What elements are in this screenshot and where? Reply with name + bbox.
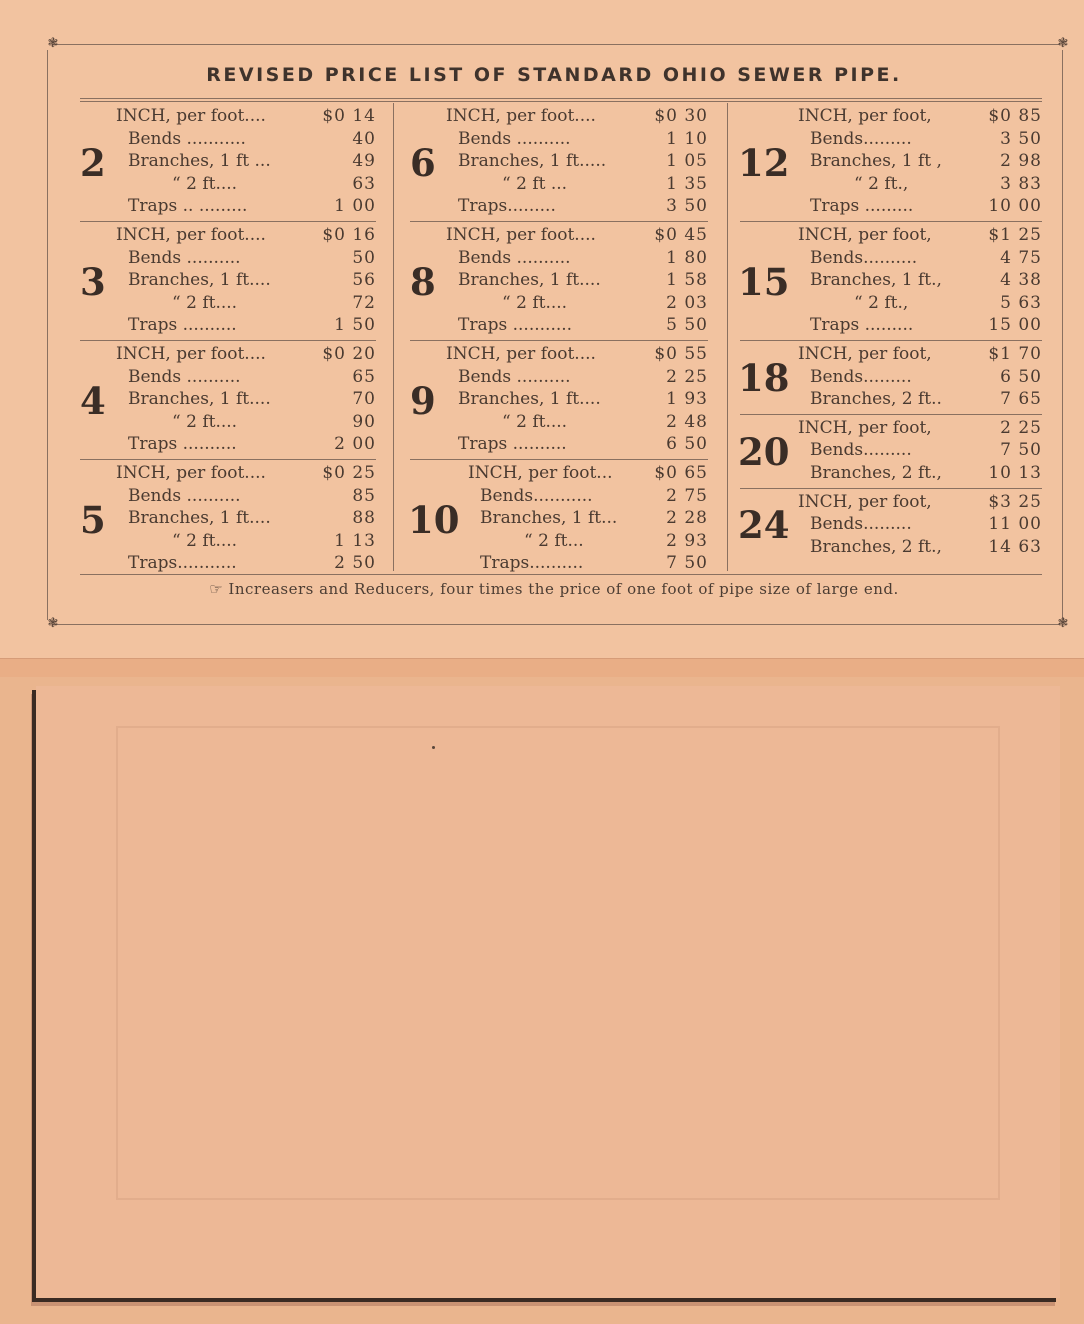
price-item-label: “ 2 ft... xyxy=(524,530,584,551)
block-divider xyxy=(410,459,708,460)
price-item-label: Traps .......... xyxy=(128,434,237,455)
page-title: REVISED PRICE LIST OF STANDARD OHIO SEWER PIPE. xyxy=(206,64,902,86)
price-value: $1 25 xyxy=(988,225,1042,245)
price-row xyxy=(410,388,708,410)
price-item-label: INCH, per foot, xyxy=(798,491,932,512)
price-item-label: Branches, 1 ft.... xyxy=(128,389,271,410)
left-border xyxy=(47,50,48,620)
price-value: 14 63 xyxy=(988,536,1042,557)
fold-seam xyxy=(0,658,1084,677)
price-row xyxy=(410,366,708,388)
block-divider xyxy=(740,488,1042,489)
pipe-size-block xyxy=(740,417,1042,491)
price-row xyxy=(410,314,708,336)
price-value: 40 xyxy=(352,128,376,149)
price-row xyxy=(740,247,1042,269)
price-item-label: Traps ......... xyxy=(810,196,914,217)
price-value: 2 25 xyxy=(1000,417,1042,438)
price-row xyxy=(410,195,708,217)
price-item-label: Bends .......... xyxy=(128,247,241,268)
price-row xyxy=(410,411,708,433)
price-row xyxy=(80,247,376,269)
price-row xyxy=(740,491,1042,513)
price-row xyxy=(80,314,376,336)
price-item-label: Bends.......... xyxy=(810,247,918,268)
price-value: 3 83 xyxy=(1000,173,1042,194)
pipe-size-block xyxy=(740,491,1042,565)
price-row xyxy=(410,224,708,246)
price-row xyxy=(740,343,1042,365)
price-item-label: Branches, 1 ft.... xyxy=(128,508,271,529)
price-item-label: “ 2 ft ... xyxy=(502,173,568,194)
block-divider xyxy=(80,221,376,222)
price-row xyxy=(740,439,1042,461)
pipe-size-block xyxy=(740,105,1042,224)
price-item-label: “ 2 ft., xyxy=(854,173,909,194)
price-value: 1 05 xyxy=(666,151,708,172)
price-item-label: “ 2 ft.... xyxy=(172,173,238,194)
corner-ornament-icon: ❃ xyxy=(1057,36,1069,51)
price-value: 49 xyxy=(352,151,376,172)
price-row xyxy=(80,224,376,246)
price-row xyxy=(80,530,376,552)
top-border xyxy=(52,44,1060,45)
price-row xyxy=(410,507,708,529)
pipe-size-block xyxy=(410,105,708,224)
price-value: 4 38 xyxy=(1000,270,1042,291)
pipe-size-number: 2 xyxy=(80,140,106,185)
bottom-border xyxy=(52,624,1060,625)
price-row xyxy=(80,173,376,195)
block-divider xyxy=(80,340,376,341)
price-row xyxy=(740,462,1042,484)
price-value: 6 50 xyxy=(1000,366,1042,387)
price-row xyxy=(80,388,376,410)
price-row xyxy=(410,343,708,365)
price-value: 2 00 xyxy=(334,434,376,455)
price-item-label: “ 2 ft.... xyxy=(172,530,238,551)
price-row xyxy=(410,433,708,455)
pipe-size-block xyxy=(80,343,376,462)
price-row xyxy=(410,485,708,507)
price-column xyxy=(740,103,1042,573)
price-row xyxy=(410,530,708,552)
price-value: 1 58 xyxy=(666,270,708,291)
price-item-label: Bends .......... xyxy=(128,366,241,387)
price-value: 1 10 xyxy=(666,128,708,149)
column-divider xyxy=(393,103,394,571)
price-value: $0 45 xyxy=(654,225,708,245)
header-rule xyxy=(80,101,1042,102)
price-value: 1 93 xyxy=(666,389,708,410)
price-item-label: Branches, 1 ft.... xyxy=(458,270,601,291)
pipe-size-number: 4 xyxy=(80,378,106,423)
price-value: 5 50 xyxy=(666,315,708,336)
price-item-label: Bends........... xyxy=(480,485,593,506)
price-item-label: Traps......... xyxy=(458,196,556,217)
price-row xyxy=(80,462,376,484)
price-row xyxy=(410,247,708,269)
price-item-label: INCH, per foot, xyxy=(798,344,932,364)
price-value: 2 48 xyxy=(666,411,708,432)
price-item-label: INCH, per foot.... xyxy=(446,344,596,364)
price-value: 70 xyxy=(352,389,376,410)
pipe-size-block xyxy=(80,224,376,343)
back-cover xyxy=(36,686,1060,1298)
price-value: 2 93 xyxy=(666,530,708,551)
price-item-label: Traps .......... xyxy=(128,315,237,336)
price-item-label: Bends......... xyxy=(810,128,912,149)
price-item-label: “ 2 ft.... xyxy=(172,411,238,432)
price-column xyxy=(80,103,376,573)
price-item-label: Bends .......... xyxy=(458,366,571,387)
price-row xyxy=(80,292,376,314)
price-row xyxy=(410,552,708,574)
price-item-label: INCH, per foot, xyxy=(798,417,932,438)
price-item-label: Traps .. ......... xyxy=(128,196,248,217)
price-value: 3 50 xyxy=(666,196,708,217)
price-value: $0 14 xyxy=(322,106,376,126)
price-row xyxy=(80,105,376,127)
price-row xyxy=(740,513,1042,535)
price-value: 10 13 xyxy=(988,462,1042,483)
price-value: 15 00 xyxy=(988,315,1042,336)
price-row xyxy=(80,552,376,574)
price-value: 1 50 xyxy=(334,315,376,336)
price-value: 2 75 xyxy=(666,485,708,506)
price-row xyxy=(740,269,1042,291)
price-item-label: INCH, per foot, xyxy=(798,225,932,245)
price-row xyxy=(80,485,376,507)
price-row xyxy=(80,128,376,150)
corner-ornament-icon: ❃ xyxy=(47,36,59,51)
price-item-label: Branches, 2 ft., xyxy=(810,462,942,483)
price-item-label: Bends......... xyxy=(810,440,912,461)
price-value: $0 16 xyxy=(322,225,376,245)
price-item-label: INCH, per foot.... xyxy=(116,225,266,245)
block-divider xyxy=(410,340,708,341)
price-row xyxy=(410,128,708,150)
price-row xyxy=(740,105,1042,127)
price-value: $0 55 xyxy=(654,344,708,364)
price-row xyxy=(740,292,1042,314)
price-item-label: Branches, 1 ft , xyxy=(810,151,942,172)
price-item-label: “ 2 ft., xyxy=(854,292,909,313)
pipe-size-number: 12 xyxy=(738,140,790,185)
pipe-size-number: 10 xyxy=(408,497,460,542)
price-row xyxy=(80,343,376,365)
pipe-size-number: 8 xyxy=(410,259,436,304)
price-value: 1 80 xyxy=(666,247,708,268)
price-table xyxy=(80,103,1042,573)
price-item-label: Branches, 1 ft... xyxy=(480,508,618,529)
price-item-label: Bends .......... xyxy=(128,485,241,506)
price-item-label: INCH, per foot, xyxy=(798,106,932,126)
back-cover-frame xyxy=(116,726,1000,1200)
price-item-label: Bends .......... xyxy=(458,247,571,268)
price-row xyxy=(410,173,708,195)
corner-ornament-icon: ❃ xyxy=(1057,616,1069,631)
price-item-label: Branches, 1 ft.... xyxy=(458,389,601,410)
block-divider xyxy=(410,221,708,222)
price-row xyxy=(80,411,376,433)
price-item-label: Branches, 1 ft.... xyxy=(128,270,271,291)
price-row xyxy=(410,462,708,484)
price-value: 7 50 xyxy=(1000,440,1042,461)
price-value: 88 xyxy=(352,508,376,529)
pipe-size-number: 24 xyxy=(738,503,790,548)
price-value: $1 70 xyxy=(988,344,1042,364)
block-divider xyxy=(740,414,1042,415)
price-item-label: “ 2 ft.... xyxy=(172,292,238,313)
price-list-card xyxy=(0,0,1084,660)
price-item-label: Traps .......... xyxy=(458,434,567,455)
price-value: 2 50 xyxy=(334,553,376,574)
price-row xyxy=(740,417,1042,439)
price-value: 2 28 xyxy=(666,508,708,529)
price-value: 1 00 xyxy=(334,196,376,217)
price-item-label: Branches, 2 ft.. xyxy=(810,389,942,410)
price-item-label: INCH, per foot.... xyxy=(116,344,266,364)
right-border xyxy=(1062,50,1063,620)
price-item-label: Branches, 1 ft., xyxy=(810,270,942,291)
price-value: 5 63 xyxy=(1000,292,1042,313)
price-value: 1 35 xyxy=(666,173,708,194)
price-value: 3 50 xyxy=(1000,128,1042,149)
price-row xyxy=(740,388,1042,410)
column-divider xyxy=(727,103,728,571)
price-value: $0 25 xyxy=(322,463,376,483)
price-row xyxy=(410,269,708,291)
block-divider xyxy=(740,340,1042,341)
price-item-label: “ 2 ft.... xyxy=(502,292,568,313)
price-row xyxy=(80,195,376,217)
block-divider xyxy=(740,221,1042,222)
price-value: $0 65 xyxy=(654,463,708,483)
price-item-label: Bends ........... xyxy=(128,128,246,149)
price-row xyxy=(80,507,376,529)
header-rule xyxy=(80,98,1042,99)
price-item-label: INCH, per foot.... xyxy=(116,463,266,483)
pipe-size-number: 3 xyxy=(80,259,106,304)
price-value: 2 25 xyxy=(666,366,708,387)
pipe-size-number: 20 xyxy=(738,429,790,474)
price-item-label: Bends .......... xyxy=(458,128,571,149)
price-value: 10 00 xyxy=(988,196,1042,217)
price-value: 2 98 xyxy=(1000,151,1042,172)
pipe-size-block xyxy=(80,105,376,224)
price-value: 65 xyxy=(352,366,376,387)
corner-ornament-icon: ❃ xyxy=(47,616,59,631)
price-value: 11 00 xyxy=(988,514,1042,535)
price-row xyxy=(410,292,708,314)
price-row xyxy=(80,269,376,291)
price-item-label: Branches, 2 ft., xyxy=(810,536,942,557)
pipe-size-block xyxy=(410,343,708,462)
price-item-label: INCH, per foot.... xyxy=(446,225,596,245)
pipe-size-block xyxy=(80,462,376,581)
price-row xyxy=(410,105,708,127)
price-item-label: Bends......... xyxy=(810,366,912,387)
price-value: $0 30 xyxy=(654,106,708,126)
price-row xyxy=(740,314,1042,336)
price-row xyxy=(740,536,1042,558)
price-row xyxy=(80,366,376,388)
price-value: $3 25 xyxy=(988,491,1042,512)
price-value: 56 xyxy=(352,270,376,291)
price-item-label: INCH, per foot.... xyxy=(446,106,596,126)
price-value: 4 75 xyxy=(1000,247,1042,268)
price-item-label: Bends......... xyxy=(810,514,912,535)
price-item-label: INCH, per foot... xyxy=(468,463,613,483)
price-value: $0 20 xyxy=(322,344,376,364)
pipe-size-block xyxy=(740,343,1042,417)
price-value: 7 50 xyxy=(666,553,708,574)
price-value: 63 xyxy=(352,173,376,194)
back-cover-speck xyxy=(432,746,435,749)
price-item-label: Branches, 1 ft ... xyxy=(128,151,271,172)
pipe-size-number: 15 xyxy=(738,259,790,304)
price-row xyxy=(740,128,1042,150)
price-row xyxy=(740,173,1042,195)
footer-rule xyxy=(80,574,1042,575)
price-value: 1 13 xyxy=(334,530,376,551)
price-item-label: Traps ......... xyxy=(810,315,914,336)
price-value: 85 xyxy=(352,485,376,506)
price-item-label: “ 2 ft.... xyxy=(502,411,568,432)
price-item-label: Branches, 1 ft..... xyxy=(458,151,607,172)
price-row xyxy=(740,195,1042,217)
price-column xyxy=(410,103,708,573)
price-value: 72 xyxy=(352,292,376,313)
price-item-label: Traps ........... xyxy=(458,315,573,336)
pipe-size-block xyxy=(740,224,1042,343)
price-value: 90 xyxy=(352,411,376,432)
price-row xyxy=(740,224,1042,246)
price-item-label: Traps.......... xyxy=(480,553,584,574)
pipe-size-number: 6 xyxy=(410,140,436,185)
price-value: 7 65 xyxy=(1000,389,1042,410)
price-row xyxy=(410,150,708,172)
price-value: 50 xyxy=(352,247,376,268)
pipe-size-block xyxy=(410,462,708,581)
price-value: 2 03 xyxy=(666,292,708,313)
price-row xyxy=(80,433,376,455)
pipe-size-block xyxy=(410,224,708,343)
pipe-size-number: 5 xyxy=(80,497,106,542)
price-row xyxy=(80,150,376,172)
block-divider xyxy=(80,459,376,460)
price-value: $0 85 xyxy=(988,106,1042,126)
price-value: 6 50 xyxy=(666,434,708,455)
price-row xyxy=(740,150,1042,172)
price-item-label: Traps........... xyxy=(128,553,237,574)
pipe-size-number: 18 xyxy=(738,355,790,400)
footnote: ☞ Increasers and Reducers, four times the price of one foot of pipe size of large end. xyxy=(209,580,899,598)
price-item-label: INCH, per foot.... xyxy=(116,106,266,126)
pipe-size-number: 9 xyxy=(410,378,436,423)
price-row xyxy=(740,366,1042,388)
